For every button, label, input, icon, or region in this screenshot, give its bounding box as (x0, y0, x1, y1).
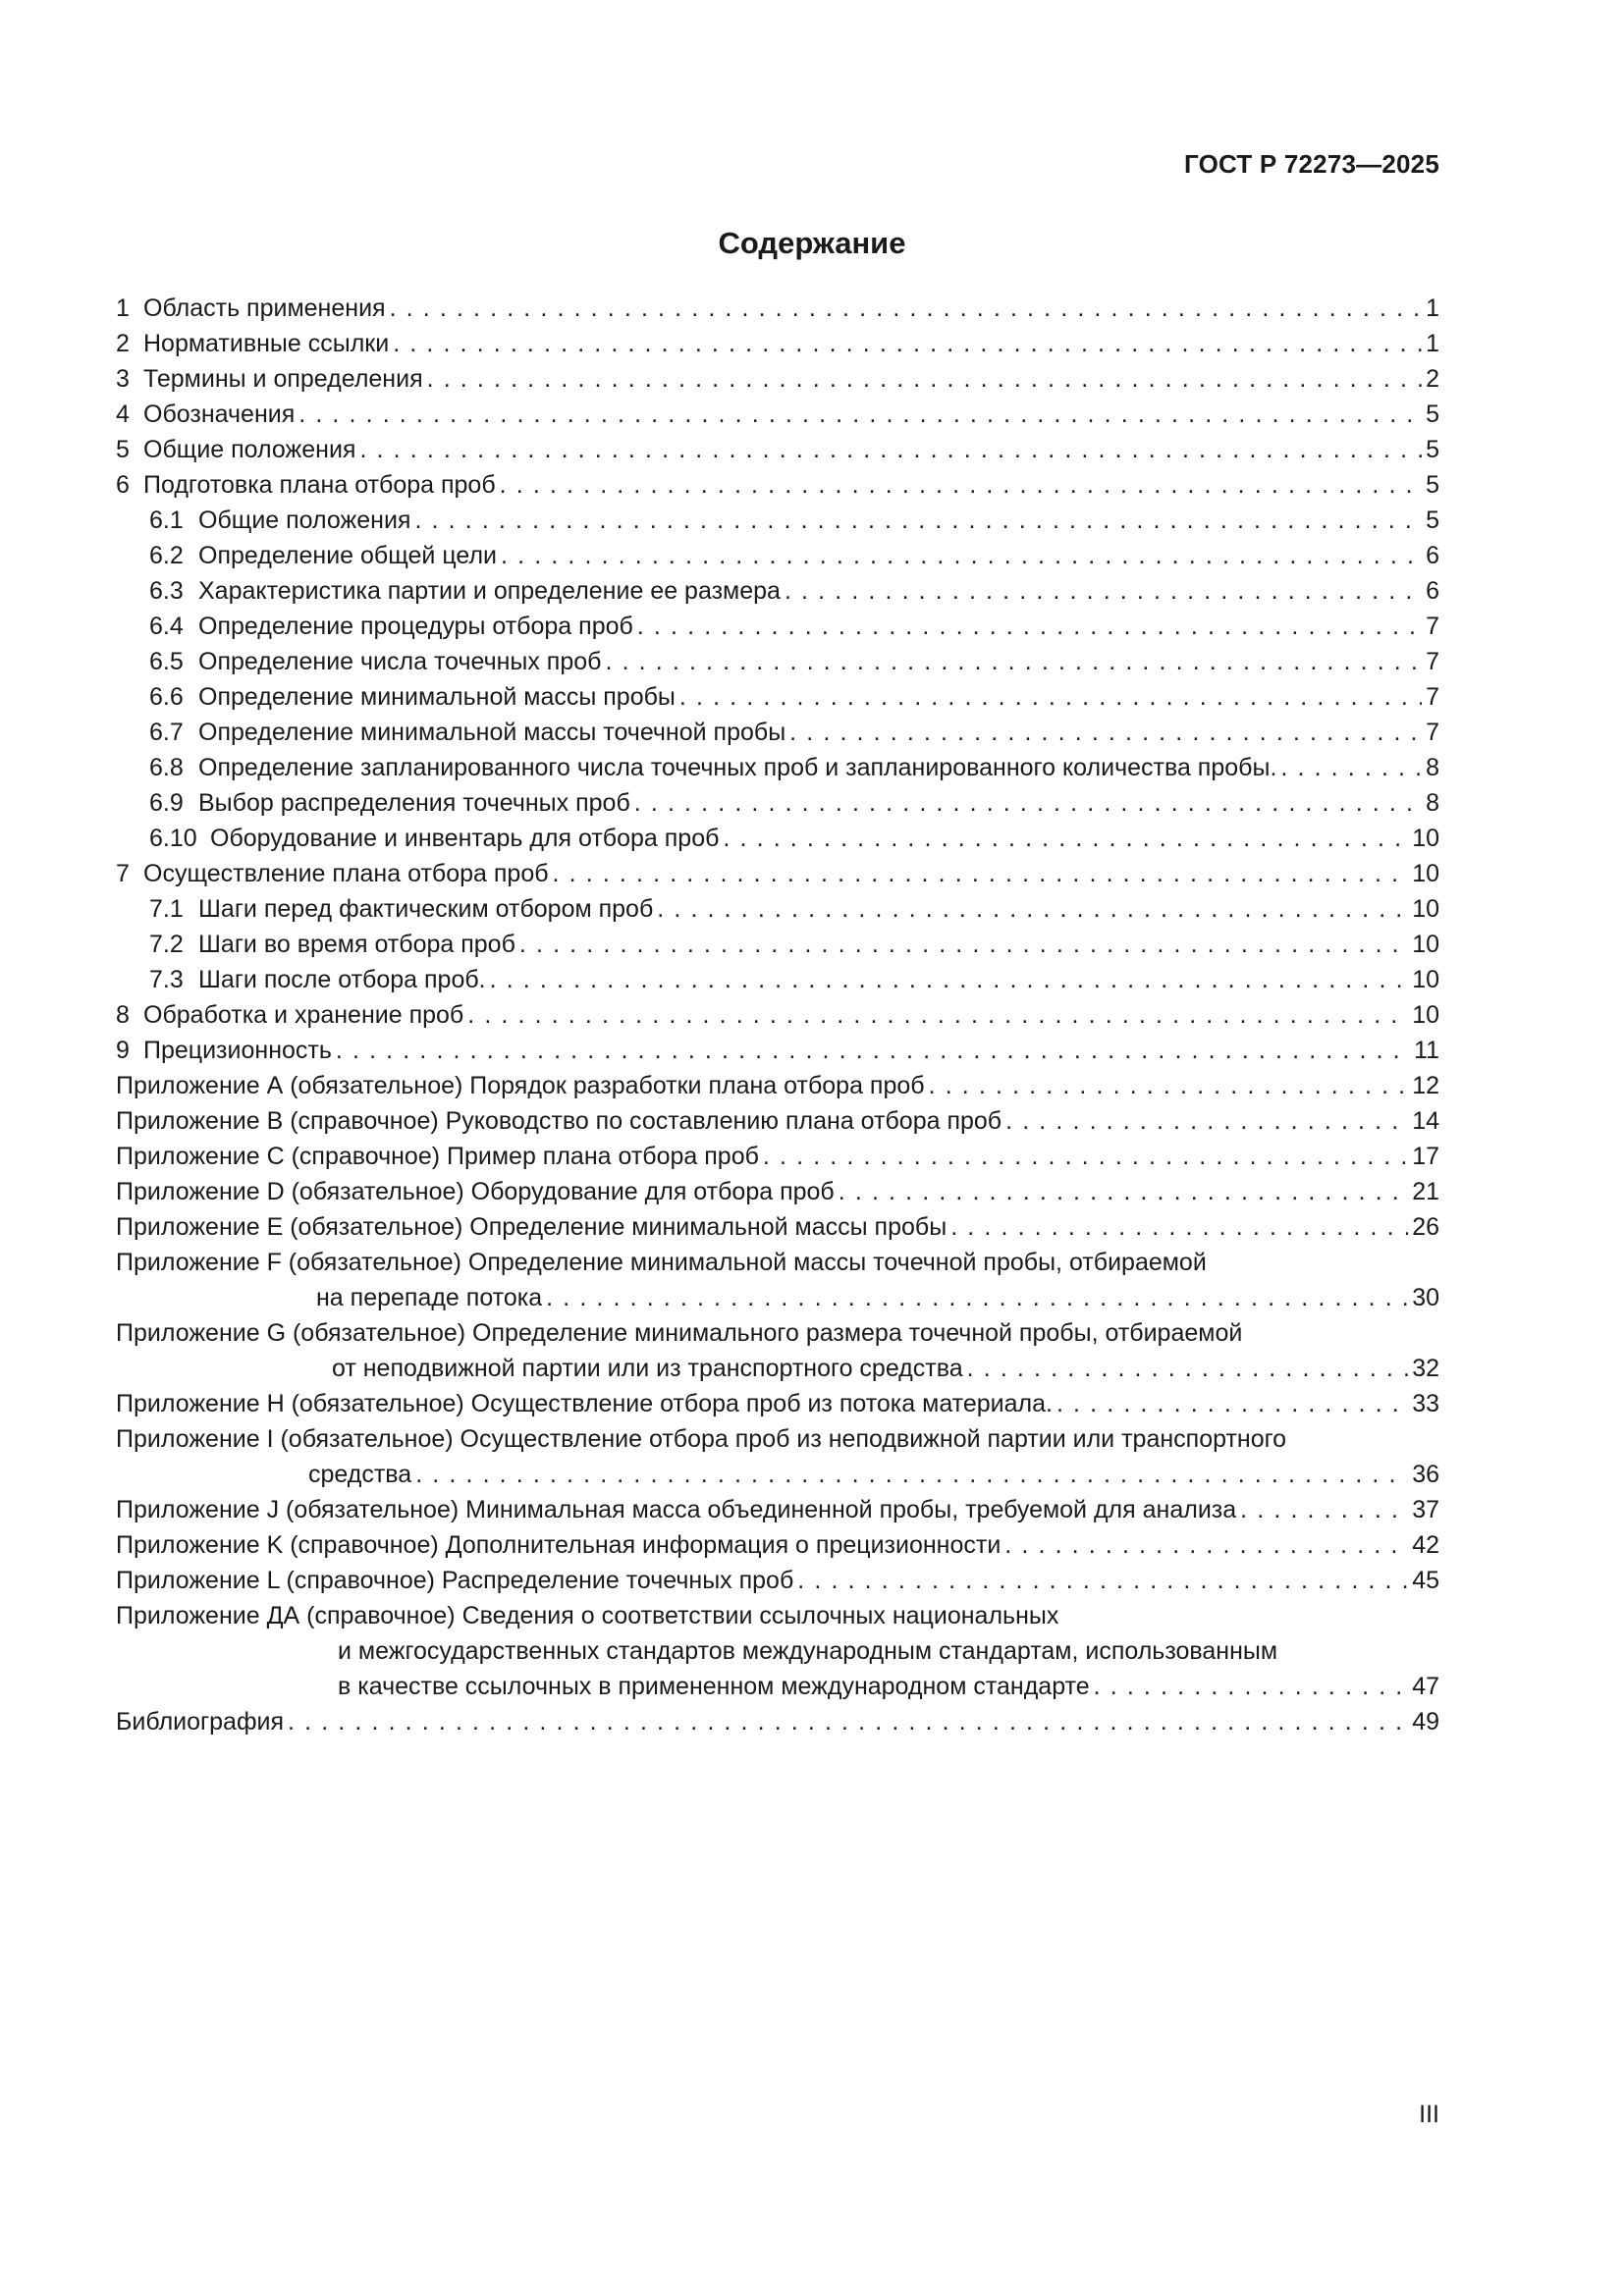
toc-entry-page: 7 (1426, 683, 1439, 711)
toc-entry-label: Общие положения (143, 436, 356, 463)
toc-entry-number: 5 (116, 436, 130, 463)
toc-entry-page: 33 (1412, 1390, 1439, 1417)
toc-entry[interactable] (116, 1139, 1439, 1174)
toc-entry[interactable] (116, 750, 1439, 785)
dot-leader (1240, 1492, 1408, 1527)
toc-entry-label: на перепаде потока (316, 1284, 543, 1311)
dot-leader (467, 997, 1408, 1033)
toc-entry-label: Осуществление плана отбора проб (143, 860, 549, 887)
toc-entry[interactable] (116, 1103, 1439, 1139)
toc-entry-page: 10 (1412, 825, 1439, 852)
dot-leader (336, 1033, 1410, 1068)
toc-entry-label: Нормативные ссылки (143, 330, 390, 357)
toc-entry[interactable] (116, 1315, 1439, 1386)
dot-leader (1005, 1103, 1408, 1139)
toc-entry-page: 36 (1412, 1461, 1439, 1488)
toc-entry-page: 8 (1426, 754, 1439, 781)
toc-entry[interactable] (116, 609, 1439, 644)
toc-entry[interactable] (116, 1563, 1439, 1598)
toc-entry-label: Шаги перед фактическим отбором проб (198, 895, 654, 923)
toc-entry[interactable] (116, 467, 1439, 503)
toc-entry-page: 45 (1412, 1567, 1439, 1594)
toc-entry-label-line: Приложение F (обязательное) Определение минимальной массы точечной пробы, отбираемой (116, 1249, 1207, 1276)
dot-leader (605, 644, 1422, 679)
toc-entry-number: 7.2 (149, 931, 184, 958)
toc-entry[interactable] (116, 891, 1439, 927)
toc-entry-page: 10 (1412, 860, 1439, 887)
toc-entry-label: Приложение С (справочное) Пример плана отбора проб (116, 1143, 759, 1170)
dot-leader (553, 856, 1409, 891)
toc-entry-label: Определение минимальной массы точечной пробы (198, 719, 786, 746)
toc-entry[interactable] (116, 432, 1439, 467)
toc-entry-label: в качестве ссылочных в примененном международном стандарте (338, 1673, 1090, 1700)
toc-entry-label: Характеристика партии и определение ее размера (198, 577, 781, 605)
dot-leader (723, 821, 1408, 856)
toc-entry-number: 7.1 (149, 895, 184, 923)
toc-entry-label: Шаги во время отбора проб (198, 931, 515, 958)
dot-leader (1280, 750, 1422, 785)
dot-leader (490, 962, 1409, 997)
toc-entry-page: 49 (1412, 1708, 1439, 1735)
dot-leader (288, 1704, 1408, 1739)
toc-entry[interactable] (116, 927, 1439, 962)
toc-entry-label: Термины и определения (143, 365, 423, 393)
toc-entry-number: 6.2 (149, 542, 184, 569)
toc-entry-label-line: Приложение ДА (справочное) Сведения о соответствии ссылочных национальных (116, 1602, 1059, 1629)
toc-entry-number: 8 (116, 1001, 130, 1029)
toc-entry[interactable] (116, 715, 1439, 750)
toc-entry-page: 10 (1412, 895, 1439, 923)
toc-entry-page: 2 (1426, 365, 1439, 393)
toc-entry-label: Определение общей цели (198, 542, 498, 569)
toc-entry-number: 6.4 (149, 613, 184, 640)
toc-entry-page: 14 (1412, 1107, 1439, 1135)
dot-leader (415, 1457, 1408, 1492)
toc-entry-label: Приложение D (обязательное) Оборудование для отбора проб (116, 1178, 835, 1205)
toc-entry[interactable] (116, 503, 1439, 538)
toc-entry-page: 7 (1426, 613, 1439, 640)
toc-entry[interactable] (116, 1033, 1439, 1068)
toc-entry-page: 10 (1412, 966, 1439, 993)
toc-entry-page: 1 (1426, 294, 1439, 322)
toc-entry-number: 7 (116, 860, 130, 887)
toc-entry-label: Обозначения (143, 400, 296, 428)
dot-leader (797, 1563, 1408, 1598)
toc-entry[interactable] (116, 1386, 1439, 1421)
toc-entry-label: Подготовка плана отбора проб (143, 471, 496, 499)
toc-entry-page: 7 (1426, 719, 1439, 746)
toc-entry-label: Определение числа точечных проб (198, 648, 602, 675)
toc-entry[interactable] (116, 962, 1439, 997)
toc-entry-page: 21 (1412, 1178, 1439, 1205)
dot-leader (1056, 1386, 1408, 1421)
toc-entry-label: Область применения (143, 294, 386, 322)
toc-entry-label: Определение минимальной массы пробы (198, 683, 676, 711)
toc-entry[interactable] (116, 1704, 1439, 1739)
toc-entry-label: Приложение Е (обязательное) Определение минимальной массы пробы (116, 1213, 947, 1241)
toc-entry[interactable] (116, 361, 1439, 397)
toc-entry-page: 5 (1426, 507, 1439, 534)
toc-entry-label-line: и межгосударственных стандартов международным стандартам, использованным (338, 1637, 1278, 1665)
dot-leader (519, 927, 1408, 962)
toc-entry[interactable] (116, 1598, 1439, 1704)
dot-leader (789, 715, 1422, 750)
toc-entry-page: 47 (1412, 1673, 1439, 1700)
toc-entry-page: 6 (1426, 542, 1439, 569)
dot-leader (414, 503, 1422, 538)
toc-entry-label: Выбор распределения точечных проб (198, 789, 630, 817)
toc-entry-page: 5 (1426, 436, 1439, 463)
dot-leader (298, 397, 1422, 432)
toc-entry[interactable] (116, 1209, 1439, 1245)
table-of-contents (116, 291, 1439, 1739)
toc-entry-label-line: Приложение I (обязательное) Осуществление отбора проб из неподвижной партии или транспортного (116, 1425, 1287, 1453)
dot-leader (657, 891, 1408, 927)
dot-leader (500, 467, 1422, 503)
dot-leader (359, 432, 1422, 467)
dot-leader (393, 326, 1422, 361)
toc-entry-label: Оборудование и инвентарь для отбора проб (210, 825, 720, 852)
dot-leader (950, 1209, 1408, 1245)
toc-entry-label: Прецизионность (143, 1037, 332, 1064)
toc-entry[interactable] (116, 1527, 1439, 1563)
toc-entry-label: Приложение J (обязательное) Минимальная масса объединенной пробы, требуемой для анализа (116, 1496, 1237, 1523)
toc-entry-label: Приложение K (справочное) Дополнительная информация о прецизионности (116, 1531, 1001, 1559)
dot-leader (634, 785, 1422, 821)
toc-entry-number: 6.7 (149, 719, 184, 746)
toc-entry-page: 6 (1426, 577, 1439, 605)
toc-entry[interactable] (116, 397, 1439, 432)
toc-entry[interactable] (116, 997, 1439, 1033)
dot-leader (501, 538, 1422, 573)
toc-entry-number: 9 (116, 1037, 130, 1064)
dot-leader (390, 291, 1423, 326)
toc-entry-label: Приложение Н (обязательное) Осуществление отбора проб из потока материала. (116, 1390, 1053, 1417)
dot-leader (1004, 1527, 1408, 1563)
dot-leader (839, 1174, 1408, 1209)
toc-entry-label: Приложение А (обязательное) Порядок разработки плана отбора проб (116, 1072, 925, 1099)
dot-leader (929, 1068, 1409, 1103)
toc-entry[interactable] (116, 538, 1439, 573)
toc-entry-page: 32 (1412, 1355, 1439, 1382)
toc-entry[interactable] (116, 326, 1439, 361)
toc-entry-label: от неподвижной партии или из транспортного средства (332, 1355, 963, 1382)
toc-entry-label: Общие положения (198, 507, 411, 534)
toc-entry-number: 6 (116, 471, 130, 499)
toc-entry-label: Определение запланированного числа точечных проб и запланированного количества пробы. (198, 754, 1277, 781)
toc-entry-page: 12 (1412, 1072, 1439, 1099)
toc-entry-number: 6.1 (149, 507, 184, 534)
toc-entry-label-line: Приложение G (обязательное) Определение минимального размера точечной пробы, отбираемой (116, 1319, 1243, 1347)
toc-entry-label: Шаги после отбора проб. (198, 966, 486, 993)
toc-entry-number: 6.3 (149, 577, 184, 605)
toc-entry-page: 10 (1412, 931, 1439, 958)
toc-entry-page: 5 (1426, 400, 1439, 428)
toc-entry-number: 4 (116, 400, 130, 428)
toc-entry[interactable] (116, 1492, 1439, 1527)
toc-entry-page: 11 (1414, 1037, 1439, 1064)
toc-entry-number: 6.5 (149, 648, 184, 675)
dot-leader (679, 679, 1422, 715)
toc-entry-page: 10 (1412, 1001, 1439, 1029)
toc-entry[interactable] (116, 1421, 1439, 1492)
page-number: III (1419, 2101, 1439, 2128)
toc-entry-label: Определение процедуры отбора проб (198, 613, 633, 640)
toc-entry-number: 2 (116, 330, 130, 357)
dot-leader (546, 1280, 1408, 1315)
toc-title: Содержание (718, 226, 906, 260)
toc-entry-label: Обработка и хранение проб (143, 1001, 464, 1029)
toc-entry-label: Приложение В (справочное) Руководство по составлению плана отбора проб (116, 1107, 1002, 1135)
dot-leader (427, 361, 1422, 397)
toc-entry[interactable] (116, 573, 1439, 609)
dot-leader (785, 573, 1422, 609)
toc-entry-page: 30 (1412, 1284, 1439, 1311)
toc-entry-page: 1 (1426, 330, 1439, 357)
toc-entry-page: 26 (1412, 1213, 1439, 1241)
dot-leader (637, 609, 1422, 644)
toc-entry-label: средства (308, 1461, 412, 1488)
toc-entry-page: 42 (1412, 1531, 1439, 1559)
dot-leader (967, 1351, 1409, 1386)
toc-entry[interactable] (116, 785, 1439, 821)
toc-entry-label: Приложение L (справочное) Распределение точечных проб (116, 1567, 794, 1594)
toc-entry-page: 8 (1426, 789, 1439, 817)
toc-entry[interactable] (116, 1245, 1439, 1315)
toc-entry-label: Библиография (116, 1708, 285, 1735)
toc-entry[interactable] (116, 644, 1439, 679)
dot-leader (1094, 1669, 1409, 1704)
toc-entry-number: 6.6 (149, 683, 184, 711)
toc-entry-page: 5 (1426, 471, 1439, 499)
toc-entry-page: 37 (1412, 1496, 1439, 1523)
toc-entry-page: 17 (1412, 1143, 1439, 1170)
toc-entry[interactable] (116, 1174, 1439, 1209)
toc-entry-number: 1 (116, 294, 130, 322)
toc-entry[interactable] (116, 821, 1439, 856)
document-code: ГОСТ Р 72273—2025 (1184, 149, 1439, 179)
dot-leader (763, 1139, 1408, 1174)
toc-entry-number: 6.8 (149, 754, 184, 781)
toc-entry-number: 6.10 (149, 825, 197, 852)
toc-entry[interactable] (116, 856, 1439, 891)
toc-entry[interactable] (116, 1068, 1439, 1103)
toc-entry-page: 7 (1426, 648, 1439, 675)
toc-entry[interactable] (116, 291, 1439, 326)
toc-entry-number: 7.3 (149, 966, 184, 993)
toc-entry-number: 6.9 (149, 789, 184, 817)
toc-entry[interactable] (116, 679, 1439, 715)
toc-entry-number: 3 (116, 365, 130, 393)
